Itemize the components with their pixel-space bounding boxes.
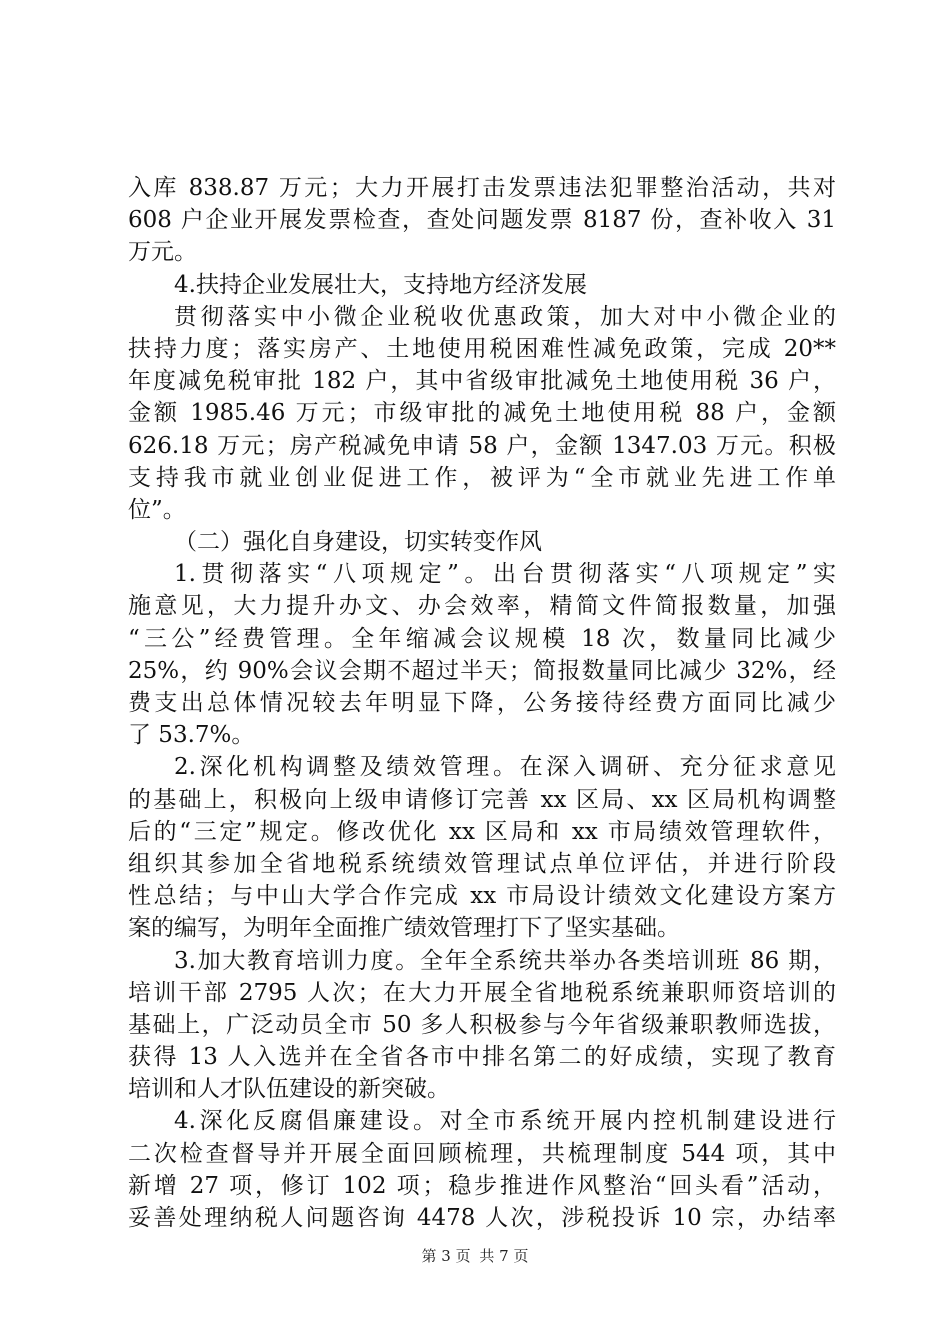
- text-line: 了 53.7%。: [128, 722, 255, 749]
- page-number: 第 3 页: [421, 1247, 471, 1265]
- text-line: 位”。: [128, 496, 186, 523]
- text-line: 基础上，广泛动员全市 50 多人积极参与今年省级兼职教师选拔，: [128, 1011, 836, 1038]
- text-line: 入库 838.87 万元；大力开展打击发票违法犯罪整治活动，共对: [128, 175, 836, 201]
- text-line: 25%，约 90%会议会期不超过半天；简报数量同比减少 32%，经: [128, 657, 836, 684]
- text-line: 1.贯彻落实“八项规定”。出台贯彻落实“八项规定”实: [174, 561, 836, 588]
- text-line: 妥善处理纳税人问题咨询 4478 人次，涉税投诉 10 宗，办结率: [128, 1205, 836, 1231]
- document-body: [128, 172, 836, 1234]
- text-line: （二）强化自身建设，切实转变作风: [174, 529, 542, 556]
- text-line: 608 户企业开展发票检查，查处问题发票 8187 份，查补收入 31: [128, 207, 836, 234]
- page-footer: [0, 1245, 950, 1266]
- text-line: 年度减免税审批 182 户，其中省级审批减免土地使用税 36 户，: [128, 368, 836, 395]
- text-line: 培训干部 2795 人次；在大力开展全省地税系统兼职师资培训的: [128, 979, 836, 1006]
- text-line: 4.深化反腐倡廉建设。对全市系统开展内控机制建设进行: [174, 1108, 836, 1135]
- total-pages: 共 7 页: [479, 1247, 529, 1265]
- text-line: 培训和人才队伍建设的新突破。: [128, 1076, 450, 1103]
- text-line: 组织其参加全省地税系统绩效管理试点单位评估，并进行阶段: [128, 850, 836, 877]
- text-line: 626.18 万元；房产税减免申请 58 户，金额 1347.03 万元。积极: [128, 432, 836, 459]
- text-line: 费支出总体情况较去年明显下降，公务接待经费方面同比减少: [128, 690, 836, 716]
- text-line: 贯彻落实中小微企业税收优惠政策，加大对中小微企业的: [174, 303, 836, 330]
- text-line: 新增 27 项，修订 102 项；稳步推进作风整治“回头看”活动，: [128, 1172, 836, 1199]
- text-line: 扶持力度；落实房产、土地使用税困难性减免政策，完成 20**: [128, 335, 836, 362]
- text-line: 支持我市就业创业促进工作，被评为“全市就业先进工作单: [128, 464, 836, 491]
- text-line: 金额 1985.46 万元；市级审批的减免土地使用税 88 户，金额: [128, 400, 836, 427]
- text-line: 4.扶持企业发展壮大，支持地方经济发展: [174, 271, 587, 298]
- text-line: 2.深化机构调整及绩效管理。在深入调研、充分征求意见: [174, 754, 836, 781]
- text-line: “三公”经费管理。全年缩减会议规模 18 次，数量同比减少: [128, 625, 836, 652]
- text-line: 的基础上，积极向上级申请修订完善 xx 区局、xx 区局机构调整: [128, 786, 836, 813]
- text-line: 施意见，大力提升办文、办会效率，精简文件简报数量，加强: [128, 593, 836, 620]
- text-line: 获得 13 人入选并在全省各市中排名第二的好成绩，实现了教育: [128, 1044, 836, 1071]
- text-line: 性总结；与中山大学合作完成 xx 市局设计绩效文化建设方案方: [128, 883, 836, 910]
- text-line: 3.加大教育培训力度。全年全系统共举办各类培训班 86 期，: [174, 947, 836, 974]
- text-line: 后的“三定”规定。修改优化 xx 区局和 xx 市局绩效管理软件，: [128, 818, 836, 845]
- text-line: 案的编写，为明年全面推广绩效管理打下了坚实基础。: [128, 915, 680, 942]
- text-line: 万元。: [128, 239, 197, 266]
- text-line: 二次检查督导并开展全面回顾梳理，共梳理制度 544 项，其中: [128, 1140, 836, 1167]
